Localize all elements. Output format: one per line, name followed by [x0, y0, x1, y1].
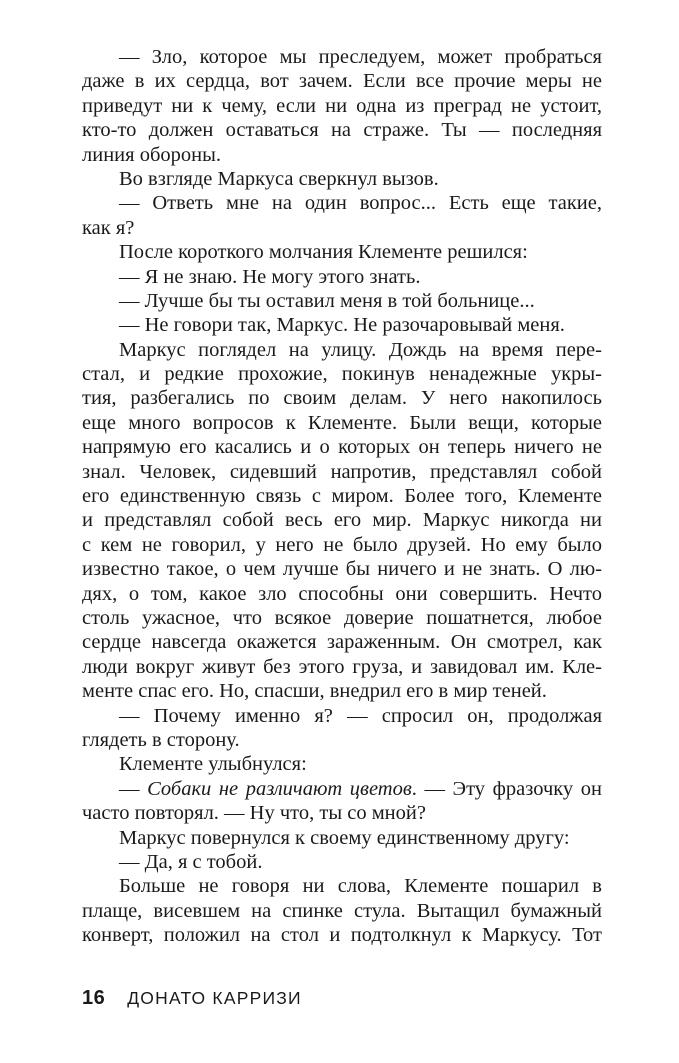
text-line — [82, 777, 602, 801]
text-line: — Зло, которое мы преследуем, может пробраться — [119, 46, 602, 68]
text-line: — Не говори так, Маркус. Не разочаровывай меня. — [119, 314, 565, 337]
text-line: знал. Человек, сидевший напротив, представлял собой — [82, 460, 602, 483]
text-line: напрямую его касались и о которых он теперь ничего не — [82, 436, 602, 459]
text-line: плаще, висевшем на спинке стула. Вытащил бумажный — [82, 899, 602, 922]
text-line: кто-то должен оставаться на страже. Ты — последняя — [82, 119, 602, 142]
text-line: приведут ни к чему, если ни одна из преград не устоит, — [82, 94, 602, 117]
text-line: — Почему именно я? — спросил он, продолжая — [119, 704, 602, 727]
text-line: Во взгляде Маркуса сверкнул вызов. — [119, 167, 439, 190]
text-line: стал, и редкие прохожие, покинув ненадежные укры- — [82, 363, 602, 386]
text-line: линия обороны. — [82, 143, 221, 166]
line-rest: . — Эту фразочку он — [411, 777, 602, 800]
text-line: Клементе улыбнулся: — [119, 753, 307, 776]
body-text — [82, 45, 602, 947]
text-line: — Я не знаю. Не могу этого знать. — [119, 265, 421, 288]
text-line: с кем не говорил, у него не было друзей. Но ему было — [82, 533, 602, 556]
text-line: — Да, я с тобой. — [119, 850, 263, 873]
text-line: как я? — [82, 216, 135, 239]
text-line: его единственную связь с миром. Более того, Клементе — [82, 485, 602, 508]
text-line: даже в их сердца, вот зачем. Если все прочие меры не — [82, 70, 602, 93]
italic-quote: Собаки не различают цветов — [147, 777, 412, 800]
text-line: — Лучше бы ты оставил меня в той больнице... — [119, 289, 535, 312]
text-line: После короткого молчания Клементе решился: — [119, 241, 528, 264]
text-line: и представлял собой весь его мир. Маркус никогда ни — [82, 509, 602, 532]
text-line: еще много вопросов к Клементе. Были вещи, которые — [82, 411, 602, 434]
running-head: ДОНАТО КАРРИЗИ — [127, 988, 302, 1008]
text-line: дях, о том, какое зло способны они совершить. Нечто — [82, 582, 602, 605]
text-line: Маркус поглядел на улицу. Дождь на время пере- — [119, 338, 602, 361]
text-line: Больше не говоря ни слова, Клементе пошарил в — [119, 875, 602, 898]
dash: — — [119, 777, 148, 800]
text-line: менте спас его. Но, спасши, внедрил его в мир теней. — [82, 680, 547, 703]
page-footer — [82, 987, 602, 1013]
text-line: люди вокруг живут без этого груза, и завидовал им. Кле- — [82, 655, 602, 678]
text-line: конверт, положил на стол и подтолкнул к Маркусу. Тот — [82, 924, 602, 947]
text-line: глядеть в сторону. — [82, 728, 240, 751]
text-line: часто повторял. — Ну что, ты со мной? — [82, 802, 426, 825]
text-line: — Ответь мне на один вопрос... Есть еще такие, — [119, 192, 602, 215]
text-line: сердце навсегда окажется зараженным. Он смотрел, как — [82, 631, 602, 654]
text-line: известно такое, о чем лучше бы ничего и не знать. О лю- — [82, 558, 602, 581]
page-number: 16 — [82, 987, 106, 1009]
text-line: столь ужасное, что всякое доверие пошатнется, любое — [82, 606, 602, 629]
text-line: Маркус повернулся к своему единственному другу: — [119, 826, 570, 849]
text-line: тия, разбегались по своим делам. У него накопилось — [82, 387, 602, 410]
